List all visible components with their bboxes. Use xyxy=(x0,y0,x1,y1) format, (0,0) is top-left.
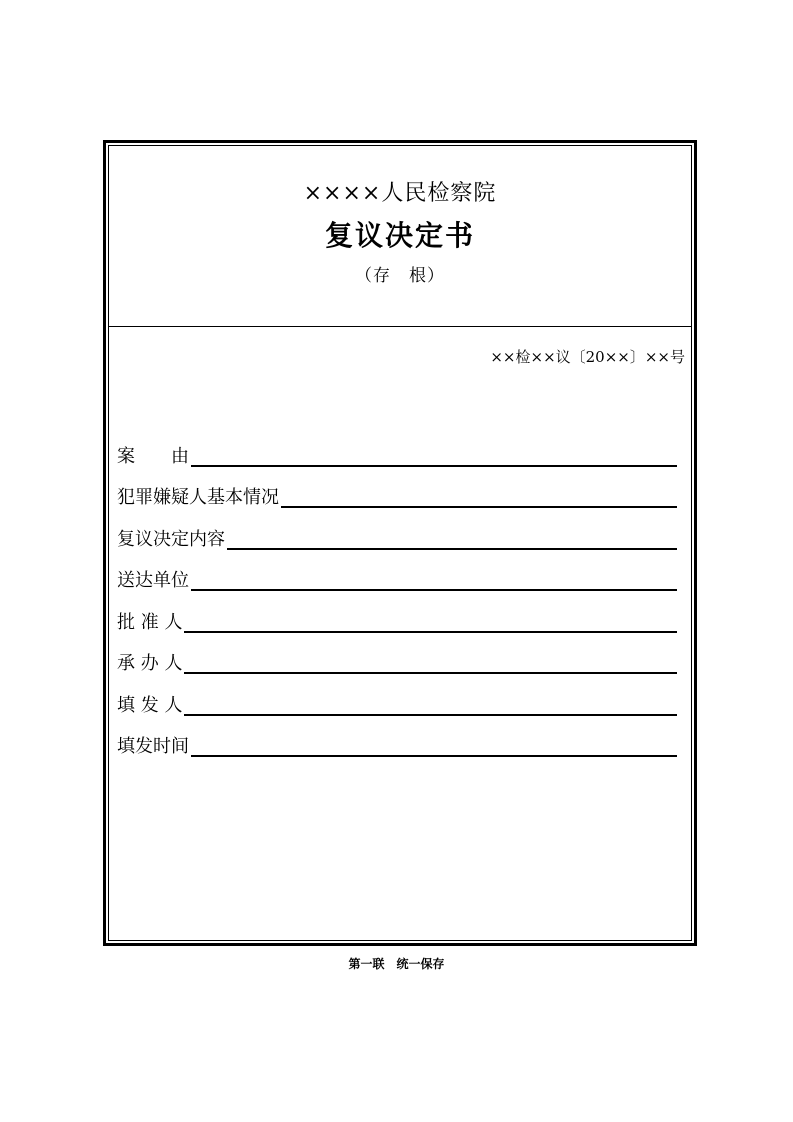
field-label-issue-time: 填发时间 xyxy=(117,736,189,757)
field-row-issue-time xyxy=(117,720,677,762)
field-row-decision-content xyxy=(117,512,677,554)
document-number: ××检××议〔20××〕××号 xyxy=(490,348,685,366)
field-line-handler[interactable] xyxy=(184,648,677,674)
field-row-issuer xyxy=(117,678,677,720)
field-row-delivery-unit xyxy=(117,554,677,596)
field-label-delivery-unit: 送达单位 xyxy=(117,570,189,591)
field-line-approver[interactable] xyxy=(184,607,677,633)
field-label-approver: 批 准 人 xyxy=(117,611,183,633)
field-line-suspect-info[interactable] xyxy=(281,482,677,508)
field-line-decision-content[interactable] xyxy=(227,524,677,550)
field-label-issuer: 填 发 人 xyxy=(117,694,183,716)
document-title: 复议决定书 xyxy=(324,219,475,252)
field-row-case-reason xyxy=(117,429,677,471)
field-label-handler: 承 办 人 xyxy=(117,653,183,674)
document-outer-frame xyxy=(103,140,697,946)
document-inner-frame xyxy=(108,145,692,941)
field-line-issue-time[interactable] xyxy=(191,731,677,757)
footer-note: 第一联 统一保存 xyxy=(348,957,445,971)
field-line-issuer[interactable] xyxy=(184,690,677,716)
field-row-approver xyxy=(117,595,677,637)
field-row-suspect-info xyxy=(117,471,677,513)
field-row-handler xyxy=(117,637,677,679)
field-label-suspect-info: 犯罪嫌疑人基本情况 xyxy=(117,487,279,508)
field-label-decision-content: 复议决定内容 xyxy=(117,528,225,550)
field-line-delivery-unit[interactable] xyxy=(191,565,677,591)
form-fields xyxy=(117,429,677,761)
field-label-case-reason: 案 由 xyxy=(117,445,189,467)
procuratorate-name: ××××人民检察院 xyxy=(303,181,497,206)
document-subtitle: （存 根） xyxy=(355,266,445,286)
field-line-case-reason[interactable] xyxy=(191,441,677,467)
document-header xyxy=(109,146,691,327)
